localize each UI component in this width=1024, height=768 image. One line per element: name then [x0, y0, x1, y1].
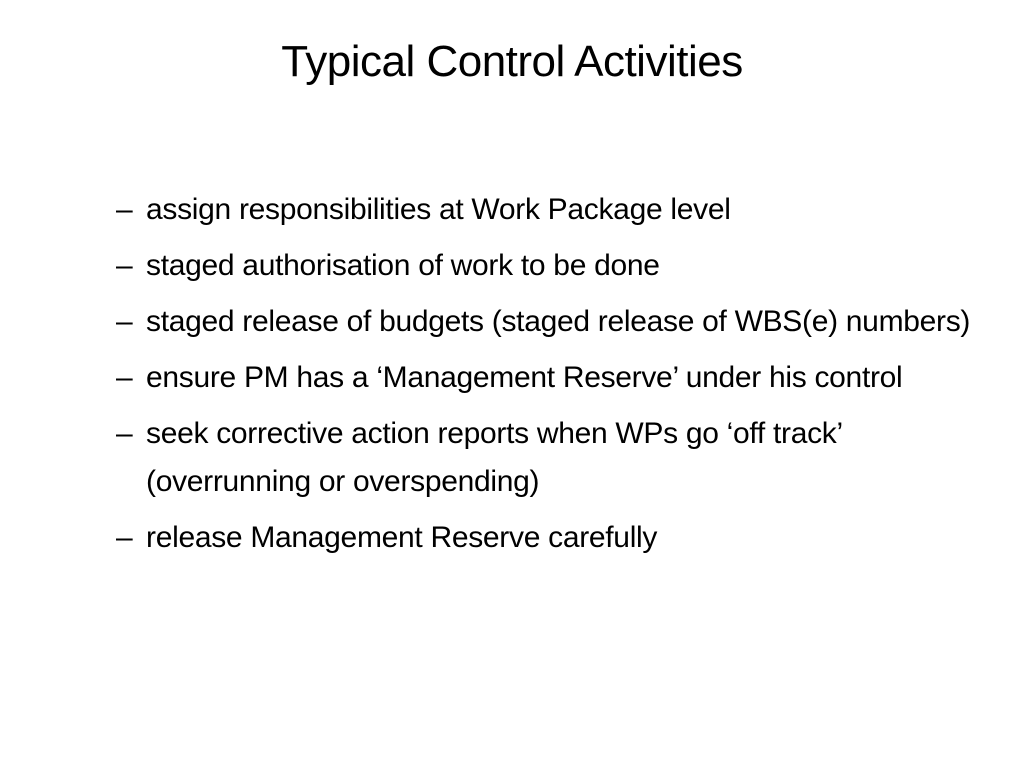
bullet-dash: – [116, 193, 133, 226]
list-item [116, 298, 976, 346]
slide-title: Typical Control Activities [281, 37, 743, 86]
bullet-dash: – [116, 521, 133, 554]
bullet-text: staged authorisation of work to be done [146, 249, 660, 282]
bullet-text: release Management Reserve carefully [146, 521, 658, 554]
list-item [116, 186, 976, 234]
bullet-dash: – [116, 305, 133, 338]
list-item [116, 354, 976, 402]
bullet-dash: – [116, 417, 133, 450]
bullet-dash: – [116, 361, 133, 394]
bullet-text: ensure PM has a ‘Management Reserve’ under his control [146, 361, 903, 394]
list-item [116, 242, 976, 290]
list-item [116, 514, 976, 562]
bullet-list [116, 186, 976, 570]
bullet-text: staged release of budgets (staged release of WBS(e) numbers) [146, 305, 971, 338]
bullet-text: assign responsibilities at Work Package level [146, 193, 731, 226]
bullet-text: seek corrective action reports when WPs go ‘off track’ (overrunning or overspending) [146, 417, 842, 498]
bullet-dash: – [116, 249, 133, 282]
list-item [116, 410, 976, 506]
